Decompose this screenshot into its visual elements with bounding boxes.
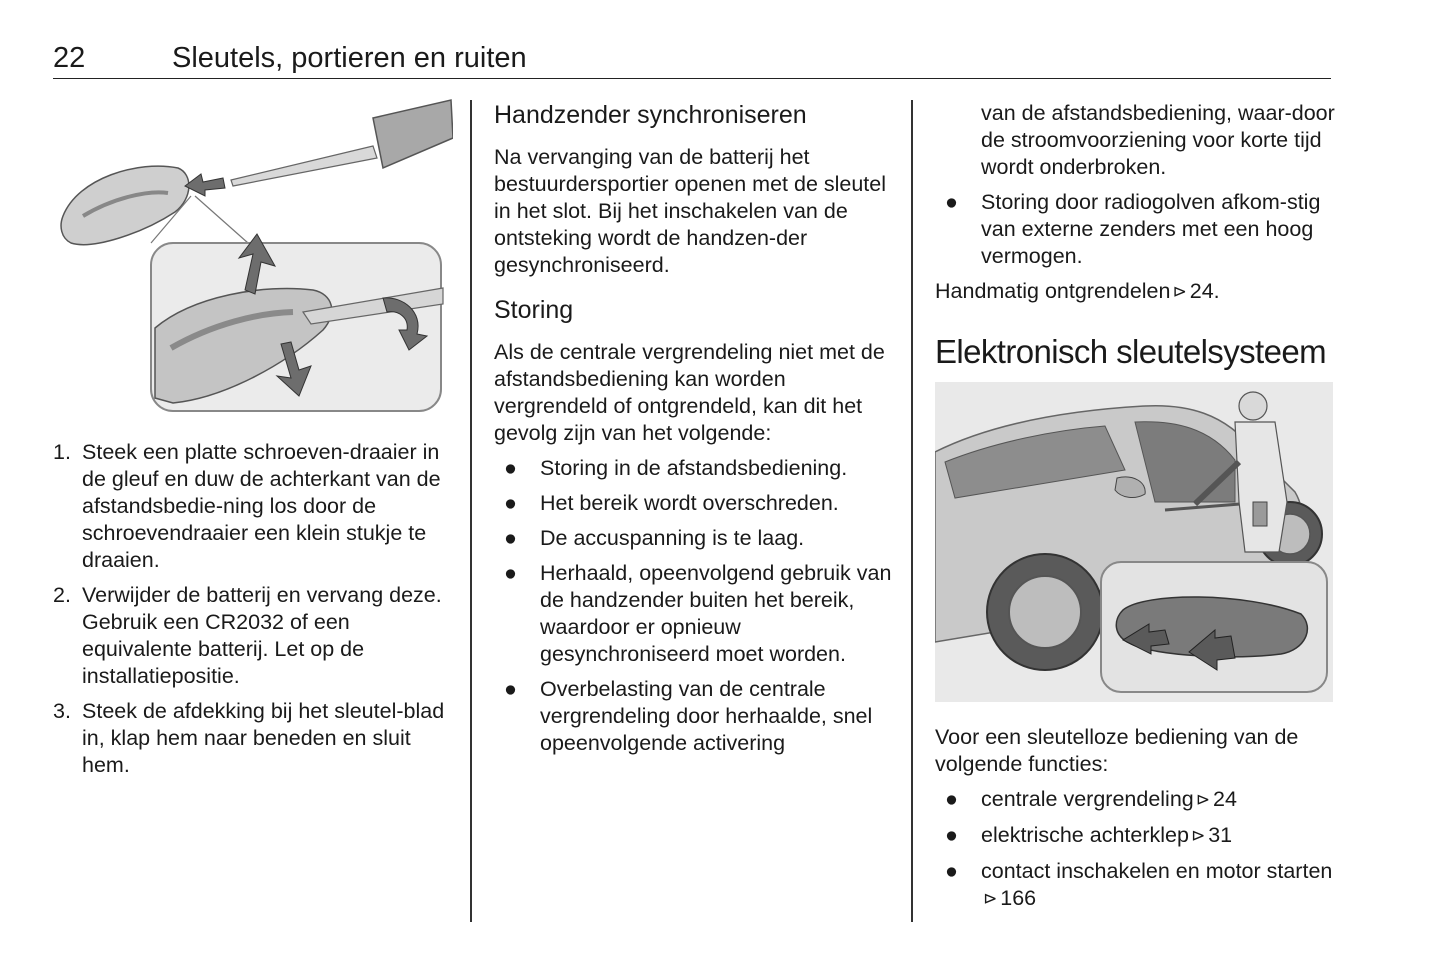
keyless-car-illustration bbox=[935, 382, 1333, 702]
fault-intro: Als de centrale vergrendeling niet met de afstandsbediening kan worden vergrendeld of ontgrendeld, kan dit het gevolg zijn van het volgende: bbox=[494, 340, 885, 445]
page-link[interactable]: 166 bbox=[1000, 886, 1037, 910]
list-item: ● Het bereik wordt overschreden. bbox=[504, 491, 839, 515]
fault-list bbox=[494, 455, 894, 757]
list-item: ● centrale vergrendeling ⊳ 24 bbox=[945, 787, 1237, 811]
list-item: ● Herhaald, opeenvolgend gebruik van de handzender buiten het bereik, waardoor er opnieuw gesynchroniseerd moet worden. bbox=[504, 561, 892, 666]
list-item: 1. Steek een platte schroeven-draaier in de gleuf en duw de achterkant van de afstandsbedie-ning los door de schroevendraaier een klein stukje te draaien. bbox=[53, 440, 441, 572]
list-item: 2. Verwijder de batterij en vervang deze. Gebruik een CR2032 of een equivalente batterij. Let op de installatiepositie. bbox=[53, 583, 442, 688]
column-divider bbox=[911, 100, 913, 922]
list-item: ● contact inschakelen en motor starten⊳ 166 bbox=[945, 859, 1333, 910]
fault-heading: Storing bbox=[494, 296, 574, 324]
page-header bbox=[53, 40, 1331, 79]
list-item: 3. Steek de afdekking bij het sleutel-blad in, klap hem naar beneden en sluit hem. bbox=[53, 699, 445, 777]
sync-paragraph: Na vervanging van de batterij het bestuurdersportier openen met de sleutel in het slot. Bij het inschakelen van de ontsteking wordt de handzen-der gesynchroniseerd. bbox=[494, 145, 887, 277]
manual-unlock-reference: Handmatig ontgrendelen ⊳ 24. bbox=[935, 279, 1220, 303]
list-item: ● elektrische achterklep ⊳ 31 bbox=[945, 823, 1233, 847]
page-number: 22 bbox=[53, 42, 86, 74]
chapter-title: Sleutels, portieren en ruiten bbox=[172, 42, 527, 74]
list-item: ● Overbelasting van de centrale vergrendeling door herhaalde, snel opeenvolgende activering bbox=[504, 677, 873, 755]
column-1 bbox=[53, 98, 453, 787]
sync-heading: Handzender synchroniseren bbox=[494, 101, 807, 129]
fault-list-continued bbox=[935, 100, 1335, 270]
column-2 bbox=[494, 100, 894, 765]
column-3 bbox=[935, 100, 1335, 921]
list-item: ● Storing door radiogolven afkom-stig van externe zenders met een hoog vermogen. bbox=[945, 190, 1321, 268]
step-list bbox=[53, 439, 453, 779]
key-battery-illustration bbox=[53, 98, 453, 420]
keyless-intro: Voor een sleutelloze bediening van de volgende functies: bbox=[935, 725, 1299, 776]
column-divider bbox=[470, 100, 472, 922]
reference-arrow-icon: ⊳ bbox=[1172, 282, 1187, 301]
section-heading: Elektronisch sleutelsysteem bbox=[935, 333, 1326, 370]
reference-arrow-icon: ⊳ bbox=[983, 889, 998, 908]
list-item: ● Storing in de afstandsbediening. bbox=[504, 456, 848, 480]
page-link[interactable]: 24. bbox=[1189, 279, 1220, 303]
reference-arrow-icon: ⊳ bbox=[1195, 790, 1210, 809]
page-link[interactable]: 31 bbox=[1208, 823, 1233, 847]
list-item: van de afstandsbediening, waar-door de stroomvoorziening voor korte tijd wordt onderbroken. bbox=[981, 101, 1335, 179]
keyless-function-list bbox=[935, 786, 1335, 913]
page-link[interactable]: 24 bbox=[1213, 787, 1237, 811]
reference-arrow-icon: ⊳ bbox=[1190, 826, 1206, 845]
list-item: ● De accuspanning is te laag. bbox=[504, 526, 805, 550]
